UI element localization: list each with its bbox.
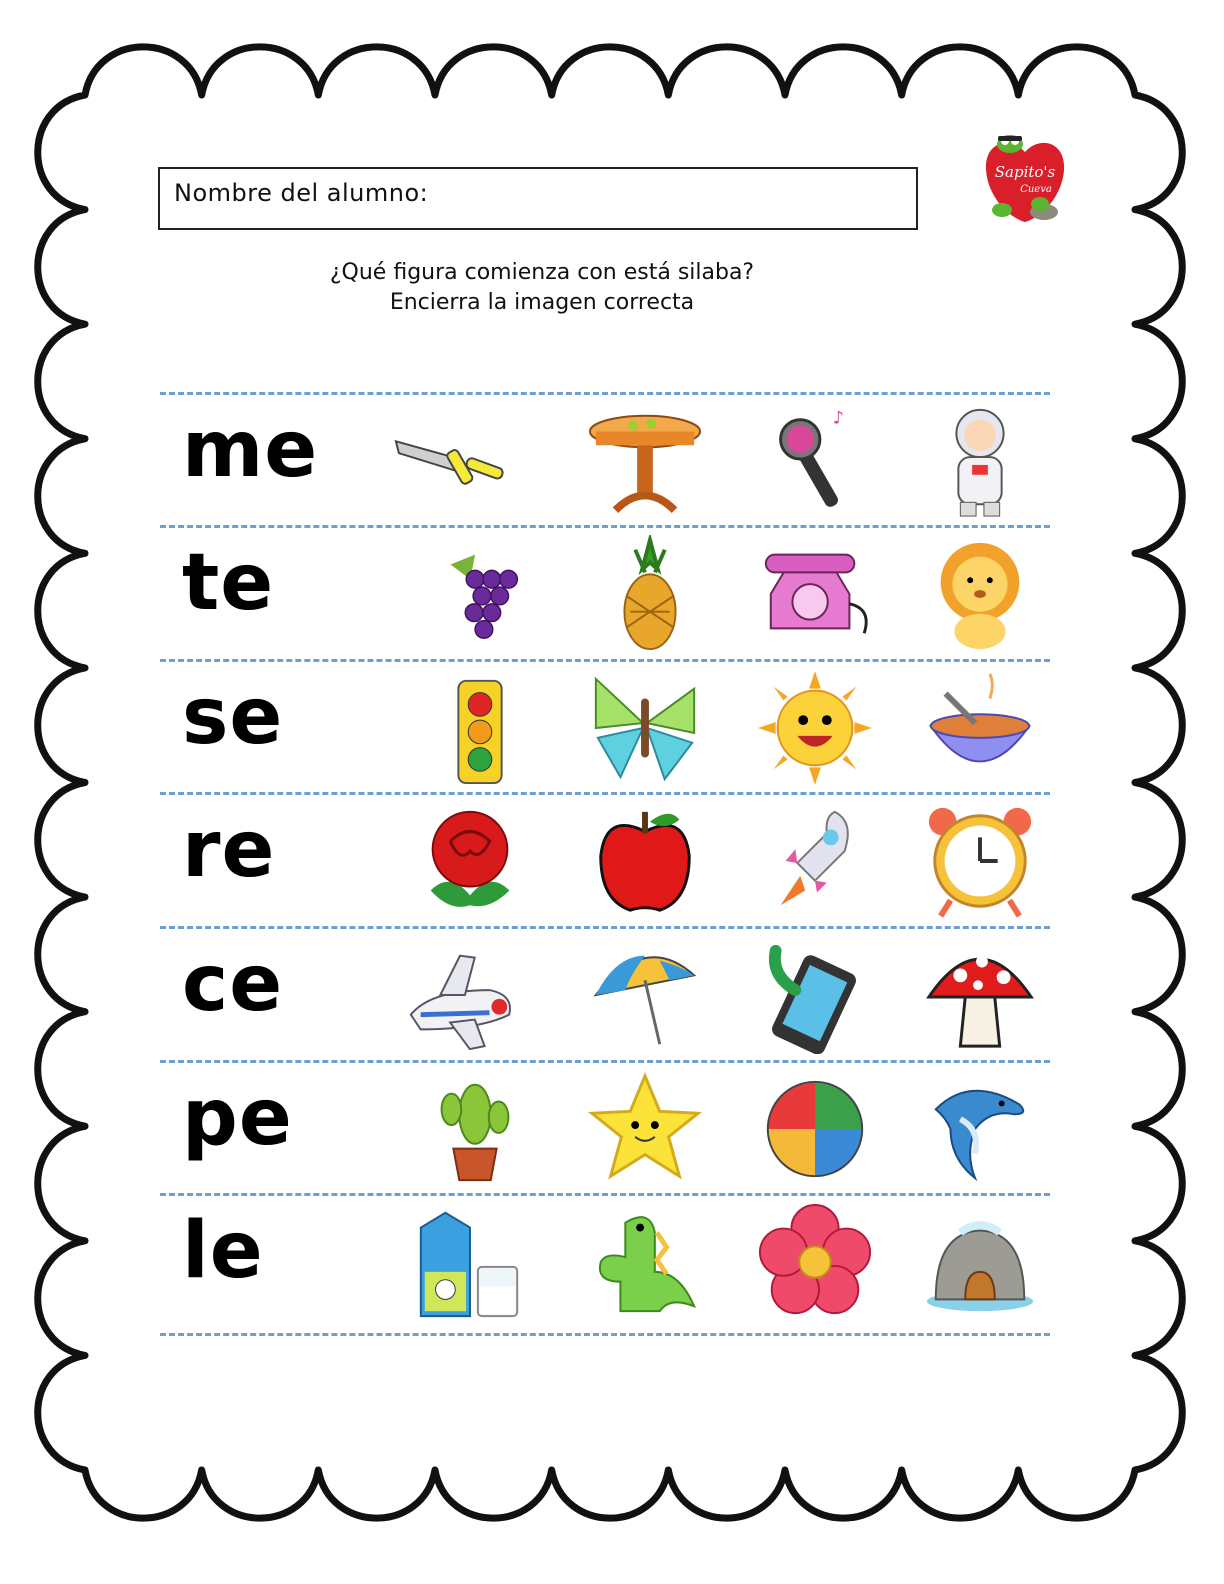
student-name-field[interactable] [158, 167, 918, 230]
syllable-label: ce [182, 939, 284, 1029]
syllable-label: te [182, 538, 275, 628]
sword-icon[interactable] [385, 397, 515, 525]
microphone-icon[interactable] [750, 397, 880, 525]
airplane-icon[interactable] [395, 931, 525, 1059]
dashed-divider [160, 1333, 1050, 1336]
instruction-task: Encierra la imagen correcta [389, 290, 695, 315]
rose-icon[interactable] [405, 797, 535, 925]
lion-icon[interactable] [915, 530, 1045, 658]
apple-icon[interactable] [580, 797, 710, 925]
syllable-label: pe [182, 1073, 293, 1163]
flower-icon[interactable] [750, 1198, 880, 1326]
grapes-icon[interactable] [415, 530, 545, 658]
row-pe [160, 1065, 1050, 1195]
table-icon[interactable] [580, 397, 710, 525]
butterfly-icon[interactable] [580, 664, 710, 792]
igloo-icon[interactable] [915, 1198, 1045, 1326]
row-ce [160, 931, 1050, 1061]
svg-text:♪: ♪ [832, 408, 844, 429]
syllable-label: se [182, 672, 284, 762]
soup-bowl-icon[interactable] [915, 664, 1045, 792]
svg-text:Cueva: Cueva [1020, 184, 1052, 195]
ball-icon[interactable] [750, 1065, 880, 1193]
sapitos-logo [980, 130, 1070, 225]
row-le [160, 1198, 1050, 1328]
dashed-divider [160, 392, 1050, 395]
umbrella-icon[interactable] [580, 931, 710, 1059]
dinosaur-icon[interactable] [580, 1198, 710, 1326]
milk-carton-icon[interactable] [405, 1198, 535, 1326]
astronaut-icon[interactable] [915, 397, 1045, 525]
syllable-label: me [182, 405, 319, 495]
instruction-question: ¿Qué figura comienza con está silaba? [329, 260, 755, 285]
row-me [160, 397, 1050, 527]
sun-icon[interactable] [750, 664, 880, 792]
dolphin-icon[interactable] [915, 1065, 1045, 1193]
pineapple-icon[interactable] [585, 530, 715, 658]
row-te [160, 530, 1050, 660]
row-se [160, 664, 1050, 794]
row-re [160, 797, 1050, 927]
mushroom-icon[interactable] [915, 931, 1045, 1059]
traffic-light-icon[interactable] [415, 664, 545, 792]
rocket-icon[interactable] [750, 797, 880, 925]
cactus-icon[interactable] [410, 1065, 540, 1193]
svg-text:Sapito's: Sapito's [994, 163, 1056, 181]
cellphone-icon[interactable] [750, 931, 880, 1059]
syllable-label: le [182, 1206, 264, 1296]
telephone-icon[interactable] [750, 530, 880, 658]
student-name-label: Nombre del alumno: [174, 179, 429, 207]
alarm-clock-icon[interactable] [915, 797, 1045, 925]
star-icon[interactable] [580, 1065, 710, 1193]
syllable-label: re [182, 805, 276, 895]
